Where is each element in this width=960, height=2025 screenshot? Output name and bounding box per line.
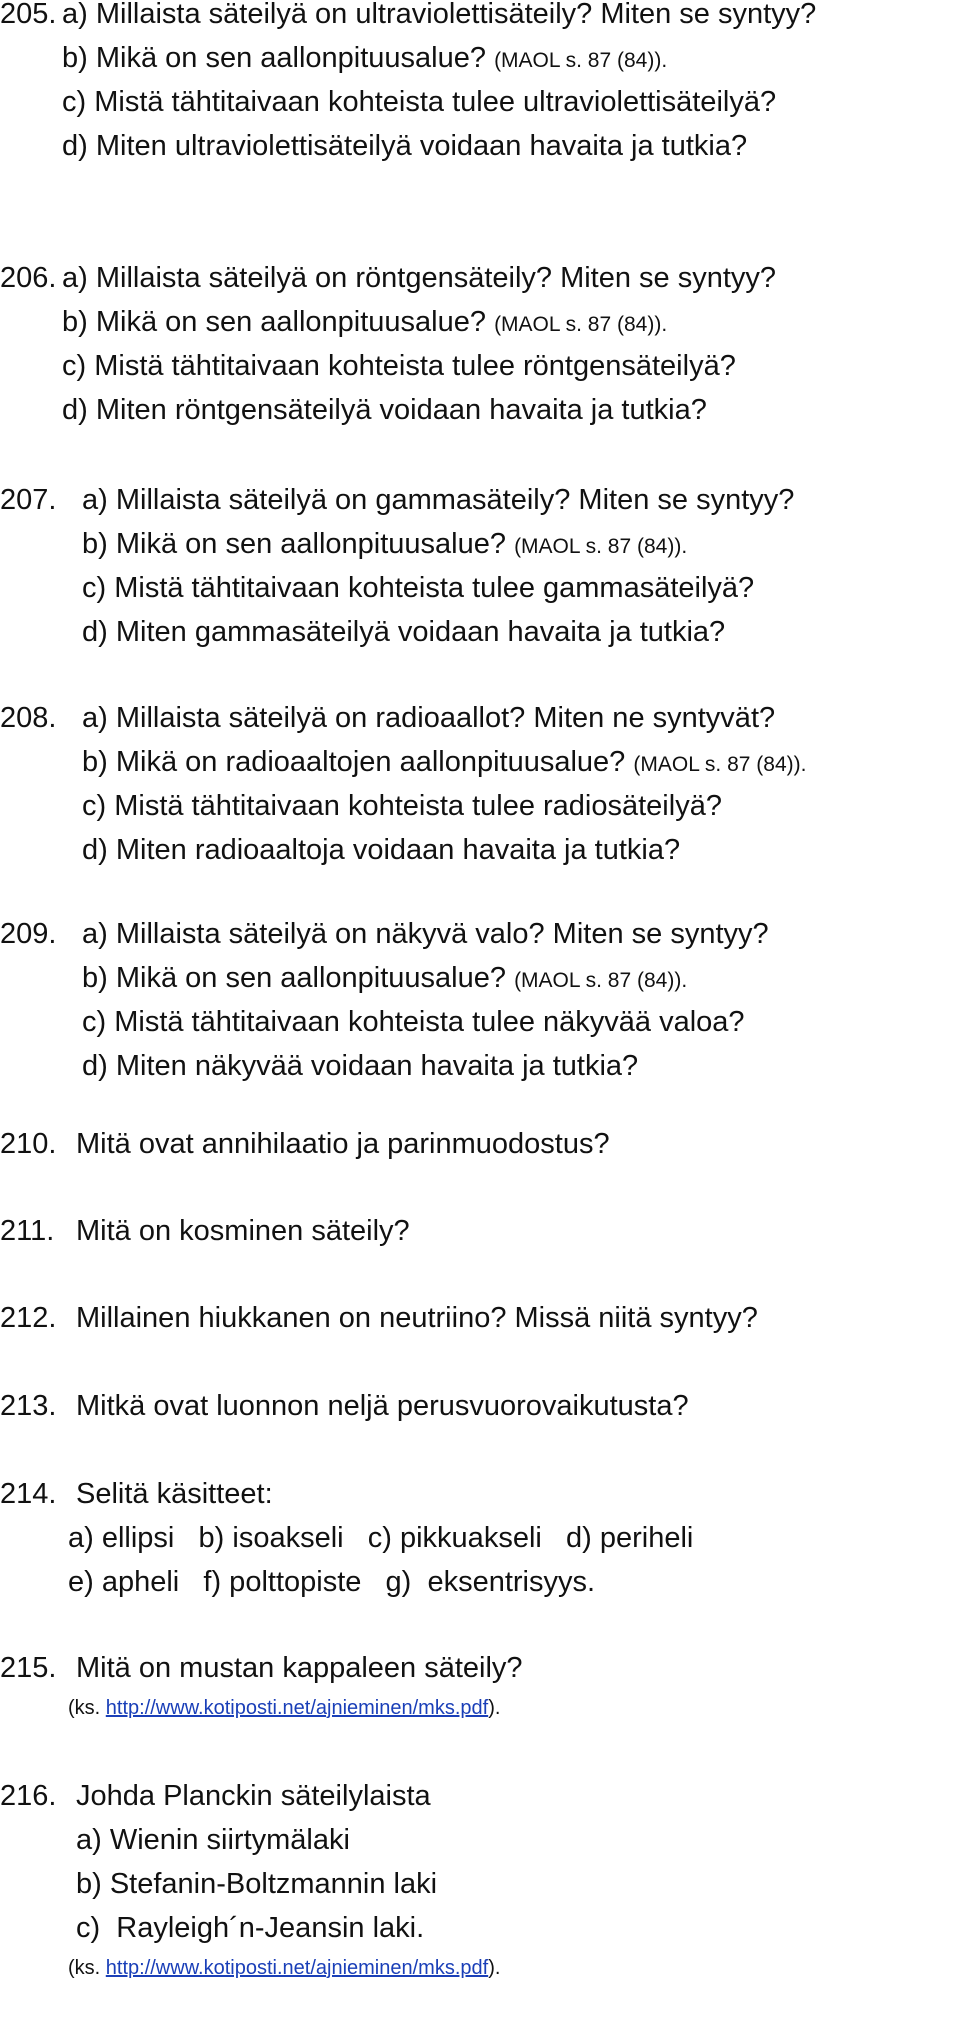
- question-208: [0, 696, 960, 872]
- question-part: a) Millaista säteilyä on gammasäteily? Miten se syntyy?: [82, 484, 795, 516]
- question-text: Mitä ovat annihilaatio ja parinmuodostus?: [76, 1128, 610, 1160]
- question-214: [0, 1472, 960, 1604]
- reference-note: (ks. http://www.kotiposti.net/ajnieminen/mks.pdf).: [68, 1957, 501, 1979]
- question-part: a) Millaista säteilyä on radioaallot? Miten ne syntyvät?: [82, 702, 776, 734]
- question-part: d) Miten näkyvää voidaan havaita ja tutkia?: [82, 1050, 639, 1082]
- maol-reference: (MAOL s. 87 (84)).: [494, 49, 668, 72]
- question-part: b) Mikä on sen aallonpituusalue? (MAOL s. 87 (84)).: [82, 528, 688, 560]
- maol-reference: (MAOL s. 87 (84)).: [514, 969, 688, 992]
- reference-note: (ks. http://www.kotiposti.net/ajnieminen/mks.pdf).: [68, 1697, 501, 1719]
- question-216: [0, 1774, 960, 1986]
- concept-list: a) ellipsi b) isoakseli c) pikkuakseli d) periheli: [68, 1522, 694, 1554]
- question-number: 213.: [0, 1390, 57, 1422]
- question-part: d) Miten radioaaltoja voidaan havaita ja tutkia?: [82, 834, 681, 866]
- question-205: [0, 0, 960, 168]
- question-part: c) Mistä tähtitaivaan kohteista tulee gammasäteilyä?: [82, 572, 755, 604]
- maol-reference: (MAOL s. 87 (84)).: [514, 535, 688, 558]
- question-number: 211.: [0, 1215, 55, 1247]
- question-part: d) Miten röntgensäteilyä voidaan havaita ja tutkia?: [62, 394, 707, 426]
- question-part: b) Mikä on sen aallonpituusalue? (MAOL s. 87 (84)).: [62, 306, 668, 338]
- question-211: [0, 1209, 960, 1253]
- question-text: Johda Planckin säteilylaista: [76, 1780, 431, 1812]
- question-number: 206.: [0, 262, 57, 294]
- question-number: 212.: [0, 1302, 57, 1334]
- question-part: b) Mikä on sen aallonpituusalue? (MAOL s. 87 (84)).: [62, 42, 668, 74]
- question-text: Mitä on kosminen säteily?: [76, 1215, 410, 1247]
- question-number: 208.: [0, 702, 57, 734]
- question-part: c) Mistä tähtitaivaan kohteista tulee ultraviolettisäteilyä?: [62, 86, 777, 118]
- maol-reference: (MAOL s. 87 (84)).: [633, 753, 807, 776]
- question-number: 205.: [0, 0, 57, 30]
- mks-pdf-link[interactable]: http://www.kotiposti.net/ajnieminen/mks.pdf: [105, 1697, 489, 1719]
- question-text: Mitä on mustan kappaleen säteily?: [76, 1652, 523, 1684]
- question-part: a) Millaista säteilyä on ultraviolettisäteily? Miten se syntyy?: [62, 0, 817, 30]
- question-number: 207.: [0, 484, 57, 516]
- mks-pdf-link[interactable]: http://www.kotiposti.net/ajnieminen/mks.pdf: [105, 1957, 489, 1979]
- question-207: [0, 478, 960, 654]
- question-number: 209.: [0, 918, 57, 950]
- question-209: [0, 912, 960, 1088]
- question-part: a) Wienin siirtymälaki: [76, 1824, 350, 1856]
- maol-reference: (MAOL s. 87 (84)).: [494, 313, 668, 336]
- question-number: 210.: [0, 1128, 57, 1160]
- question-part: b) Stefanin-Boltzmannin laki: [76, 1868, 438, 1900]
- question-part: c) Mistä tähtitaivaan kohteista tulee röntgensäteilyä?: [62, 350, 736, 382]
- question-text: Selitä käsitteet:: [76, 1478, 273, 1510]
- question-213: [0, 1384, 960, 1428]
- question-text: Mitkä ovat luonnon neljä perusvuorovaikutusta?: [76, 1390, 689, 1422]
- question-part: b) Mikä on radioaaltojen aallonpituusalue? (MAOL s. 87 (84)).: [82, 746, 807, 778]
- question-part: c) Rayleigh´n-Jeansin laki.: [76, 1912, 425, 1944]
- question-206: [0, 256, 960, 432]
- question-part: c) Mistä tähtitaivaan kohteista tulee radiosäteilyä?: [82, 790, 722, 822]
- question-part: d) Miten gammasäteilyä voidaan havaita ja tutkia?: [82, 616, 726, 648]
- question-number: 214.: [0, 1478, 57, 1510]
- question-part: a) Millaista säteilyä on röntgensäteily? Miten se syntyy?: [62, 262, 777, 294]
- question-text: Millainen hiukkanen on neutriino? Missä niitä syntyy?: [76, 1302, 758, 1334]
- question-part: c) Mistä tähtitaivaan kohteista tulee näkyvää valoa?: [82, 1006, 745, 1038]
- question-212: [0, 1296, 960, 1340]
- question-part: d) Miten ultraviolettisäteilyä voidaan havaita ja tutkia?: [62, 130, 748, 162]
- question-215: [0, 1646, 960, 1726]
- question-part: a) Millaista säteilyä on näkyvä valo? Miten se syntyy?: [82, 918, 769, 950]
- question-number: 216.: [0, 1780, 57, 1812]
- question-part: b) Mikä on sen aallonpituusalue? (MAOL s. 87 (84)).: [82, 962, 688, 994]
- question-210: [0, 1122, 960, 1166]
- question-number: 215.: [0, 1652, 57, 1684]
- concept-list: e) apheli f) polttopiste g) eksentrisyys.: [68, 1566, 596, 1598]
